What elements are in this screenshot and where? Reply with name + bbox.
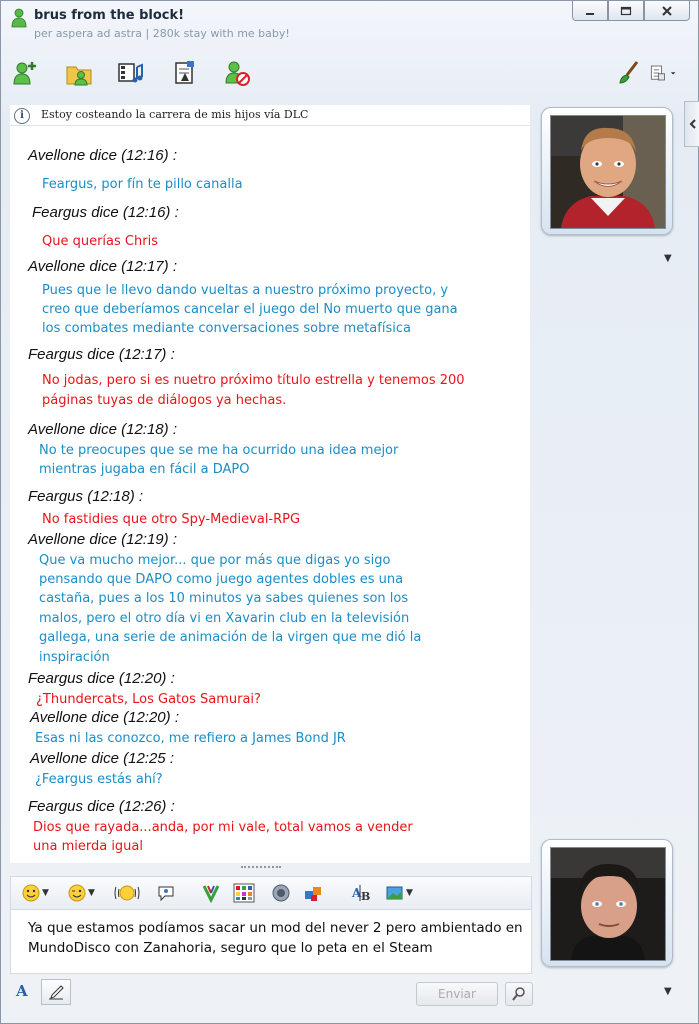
- message-line: una mierda igual: [33, 839, 143, 854]
- color-grid-icon: [233, 883, 255, 903]
- translate-button[interactable]: [351, 882, 373, 904]
- mood-icon: [201, 883, 221, 903]
- message-sender: Feargus (12:18) :: [28, 488, 144, 505]
- message-line: Pues que le llevo dando vueltas a nuestro próximo proyecto, y: [42, 283, 449, 298]
- chevron-left-icon: [689, 119, 697, 129]
- message-sender: Avellone dice (12:17) :: [28, 258, 177, 275]
- message-line: Que querías Chris: [42, 234, 158, 249]
- smiley-icon: [21, 883, 41, 903]
- info-icon: i: [14, 108, 30, 124]
- messenger-buddy-icon: [10, 8, 28, 28]
- message-sender: Avellone dice (12:20) :: [30, 709, 179, 726]
- input-footer: [10, 977, 530, 1007]
- message-line: páginas tuyas de diálogos ya hechas.: [42, 393, 287, 408]
- message-line: Feargus, por fín te pillo canalla: [42, 177, 243, 192]
- message-line: Esas ni las conozco, me refiero a James Bond JR: [35, 731, 346, 746]
- maximize-icon: [620, 6, 632, 16]
- winks-button[interactable]: [67, 882, 95, 904]
- sidebar-toggle-button[interactable]: [684, 101, 699, 147]
- formatting-toolbar: [10, 876, 532, 910]
- main-toolbar: [1, 53, 698, 93]
- message-line: Dios que rayada...anda, por mi vale, total vamos a vender: [33, 820, 413, 835]
- sound-button[interactable]: [271, 882, 291, 904]
- svg-text:B: B: [361, 890, 371, 903]
- window-controls: [572, 1, 690, 21]
- message-line: ¿Feargus estás ahí?: [35, 772, 163, 787]
- personal-message-bar: [10, 105, 530, 126]
- message-line: creo que deberíamos cancelar el juego del No muerto que gana: [42, 302, 458, 317]
- input-line: MundoDisco con Zanahoria, seguro que lo peta en el Steam: [28, 940, 433, 956]
- message-line: mientras jugaba en fácil a DAPO: [39, 462, 250, 477]
- puzzle-icon: [303, 883, 323, 903]
- message-line: castaña, pues a los 10 minutos ya sabes quienes son los: [39, 591, 409, 606]
- games-button[interactable]: [303, 882, 323, 904]
- add-contact-icon[interactable]: [11, 59, 39, 87]
- title-bar: [1, 1, 698, 47]
- video-call-icon[interactable]: [117, 59, 145, 87]
- message-line: No te preocupes que se me ha ocurrido una idea mejor: [39, 443, 399, 458]
- contact-avatar[interactable]: [541, 107, 673, 235]
- message-sender: Feargus dice (12:20) :: [28, 670, 175, 687]
- nudge-icon: [113, 883, 141, 903]
- wink-icon: [67, 883, 87, 903]
- send-picture-button[interactable]: [385, 882, 413, 904]
- message-sender: Avellone dice (12:19) :: [28, 531, 177, 548]
- font-button[interactable]: A: [16, 982, 28, 1000]
- message-line: malos, pero el otro día vi en Xavarin club en la televisión: [39, 611, 410, 626]
- message-line: No jodas, pero si es nuetro próximo título estrella y tenemos 200: [42, 373, 465, 388]
- paint-brush-icon[interactable]: [615, 59, 643, 87]
- translate-icon: [351, 883, 373, 903]
- pen-icon: [48, 984, 64, 1000]
- message-sender: Feargus dice (12:17) :: [28, 346, 175, 363]
- chevron-down-icon: ▼: [42, 888, 49, 898]
- handwriting-button[interactable]: [41, 979, 71, 1005]
- message-line: ¿Thundercats, Los Gatos Samurai?: [36, 692, 261, 707]
- chevron-down-icon: ▼: [406, 888, 413, 898]
- window-subtitle: per aspera ad astra | 280k stay with me baby!: [34, 27, 290, 40]
- background-button[interactable]: [233, 882, 255, 904]
- conversation-history[interactable]: [10, 126, 530, 863]
- message-line: No fastidies que otro Spy-Medieval-RPG: [42, 512, 301, 527]
- emoticon-button[interactable]: [21, 882, 49, 904]
- message-line: Que va mucho mejor... que por más que digas yo sigo: [39, 553, 391, 568]
- mood-button[interactable]: [201, 882, 221, 904]
- voice-clip-button[interactable]: [156, 882, 176, 904]
- message-line: pensando que DAPO como juego agentes dobles es una: [39, 572, 404, 587]
- personal-message-text: Estoy costeando la carrera de mis hijos vía DLC: [41, 108, 309, 121]
- speech-bubble-icon: [156, 883, 176, 903]
- window-title: brus from the block!: [34, 8, 185, 23]
- speaker-icon: [271, 883, 291, 903]
- message-sender: Feargus dice (12:26) :: [28, 798, 175, 815]
- message-line: gallega, una serie de animación de la virgen que me dió la: [39, 630, 422, 645]
- minimize-button[interactable]: [572, 1, 608, 21]
- maximize-button[interactable]: [608, 1, 644, 21]
- message-sender: Avellone dice (12:16) :: [28, 147, 177, 164]
- search-icon: [511, 986, 527, 1002]
- input-text: [28, 918, 523, 958]
- games-icon[interactable]: [171, 59, 199, 87]
- message-sender: Avellone dice (12:25 :: [30, 750, 174, 767]
- chevron-down-icon[interactable]: ▼: [664, 253, 672, 264]
- message-line: los combates mediante conversaciones sobre metafísica: [42, 321, 411, 336]
- share-folder-icon[interactable]: [65, 59, 93, 87]
- send-button[interactable]: Enviar: [416, 982, 498, 1006]
- minimize-icon: [585, 6, 595, 16]
- picture-icon: [385, 883, 405, 903]
- chevron-down-icon: ▼: [88, 888, 95, 898]
- input-line: Ya que estamos podíamos sacar un mod del never 2 pero ambientado en: [28, 920, 523, 936]
- contact-display-picture: [550, 115, 666, 229]
- search-button[interactable]: [505, 982, 533, 1006]
- chevron-down-icon[interactable]: ▼: [664, 986, 672, 997]
- message-input[interactable]: [10, 909, 532, 974]
- message-sender: Feargus dice (12:16) :: [32, 204, 179, 221]
- close-icon: [661, 5, 673, 17]
- message-sender: Avellone dice (12:18) :: [28, 421, 177, 438]
- user-display-picture: [550, 847, 666, 961]
- options-menu-icon[interactable]: [649, 59, 677, 87]
- nudge-button[interactable]: [113, 882, 141, 904]
- message-line: inspiración: [39, 650, 110, 665]
- resize-grip[interactable]: [241, 866, 281, 872]
- user-avatar[interactable]: [541, 839, 673, 967]
- block-icon[interactable]: [223, 59, 251, 87]
- svg-text:A: A: [352, 886, 362, 900]
- close-button[interactable]: [644, 1, 690, 21]
